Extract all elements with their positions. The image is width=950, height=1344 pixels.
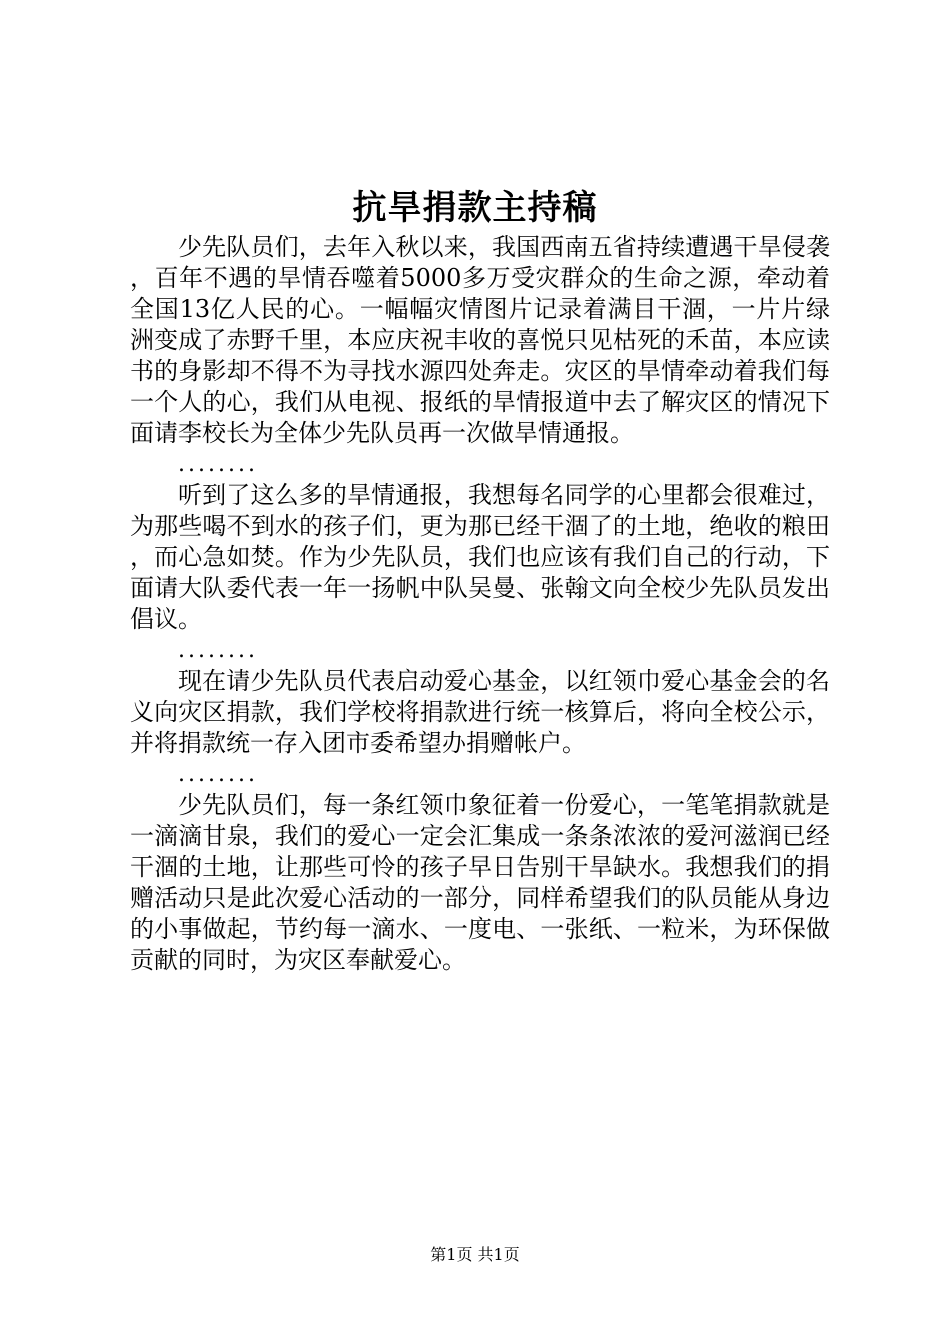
paragraph-3: 现在请少先队员代表启动爱心基金，以红领巾爱心基金会的名义向灾区捐款，我们学校将捐款进行统一核算后，将向全校公示，并将捐款统一存入团市委希望办捐赠帐户。 — [130, 667, 830, 757]
separator-3: ........ — [178, 762, 258, 787]
document-body — [130, 232, 830, 976]
page-footer: 第1页 共1页 — [430, 1245, 520, 1264]
separator-1: ........ — [178, 452, 258, 477]
document-title: 抗旱捐款主持稿 — [352, 188, 598, 228]
paragraph-4: 少先队员们，每一条红领巾象征着一份爱心，一笔笔捐款就是一滴滴甘泉，我们的爱心一定会汇集成一条条浓浓的爱河滋润已经干涸的土地，让那些可怜的孩子早日告别干旱缺水。我想我们的捐赠活动只是此次爱心活动的一部分，同样希望我们的队员能从身边的小事做起，节约每一滴水、一度电、一张纸、一粒米，为环保做贡献的同时，为灾区奉献爱心。 — [130, 791, 830, 974]
paragraph-1: 少先队员们，去年入秋以来，我国西南五省持续遭遇干旱侵袭，百年不遇的旱情吞噬着5000多万受灾群众的生命之源，牵动着全国13亿人民的心。一幅幅灾情图片记录着满目干涸，一片片绿洲变成了赤野千里，本应庆祝丰收的喜悦只见枯死的禾苗，本应读书的身影却不得不为寻找水源四处奔走。灾区的旱情牵动着我们每一个人的心，我们从电视、报纸的旱情报道中去了解灾区的情况下面请李校长为全体少先队员再一次做旱情通报。 — [130, 233, 830, 447]
separator-2: ........ — [178, 638, 258, 663]
paragraph-2: 听到了这么多的旱情通报，我想每名同学的心里都会很难过，为那些喝不到水的孩子们，更为那已经干涸了的土地，绝收的粮田，而心急如焚。作为少先队员，我们也应该有我们自己的行动，下面请大队委代表一年一扬帆中队吴曼、张翰文向全校少先队员发出倡议。 — [130, 481, 830, 633]
